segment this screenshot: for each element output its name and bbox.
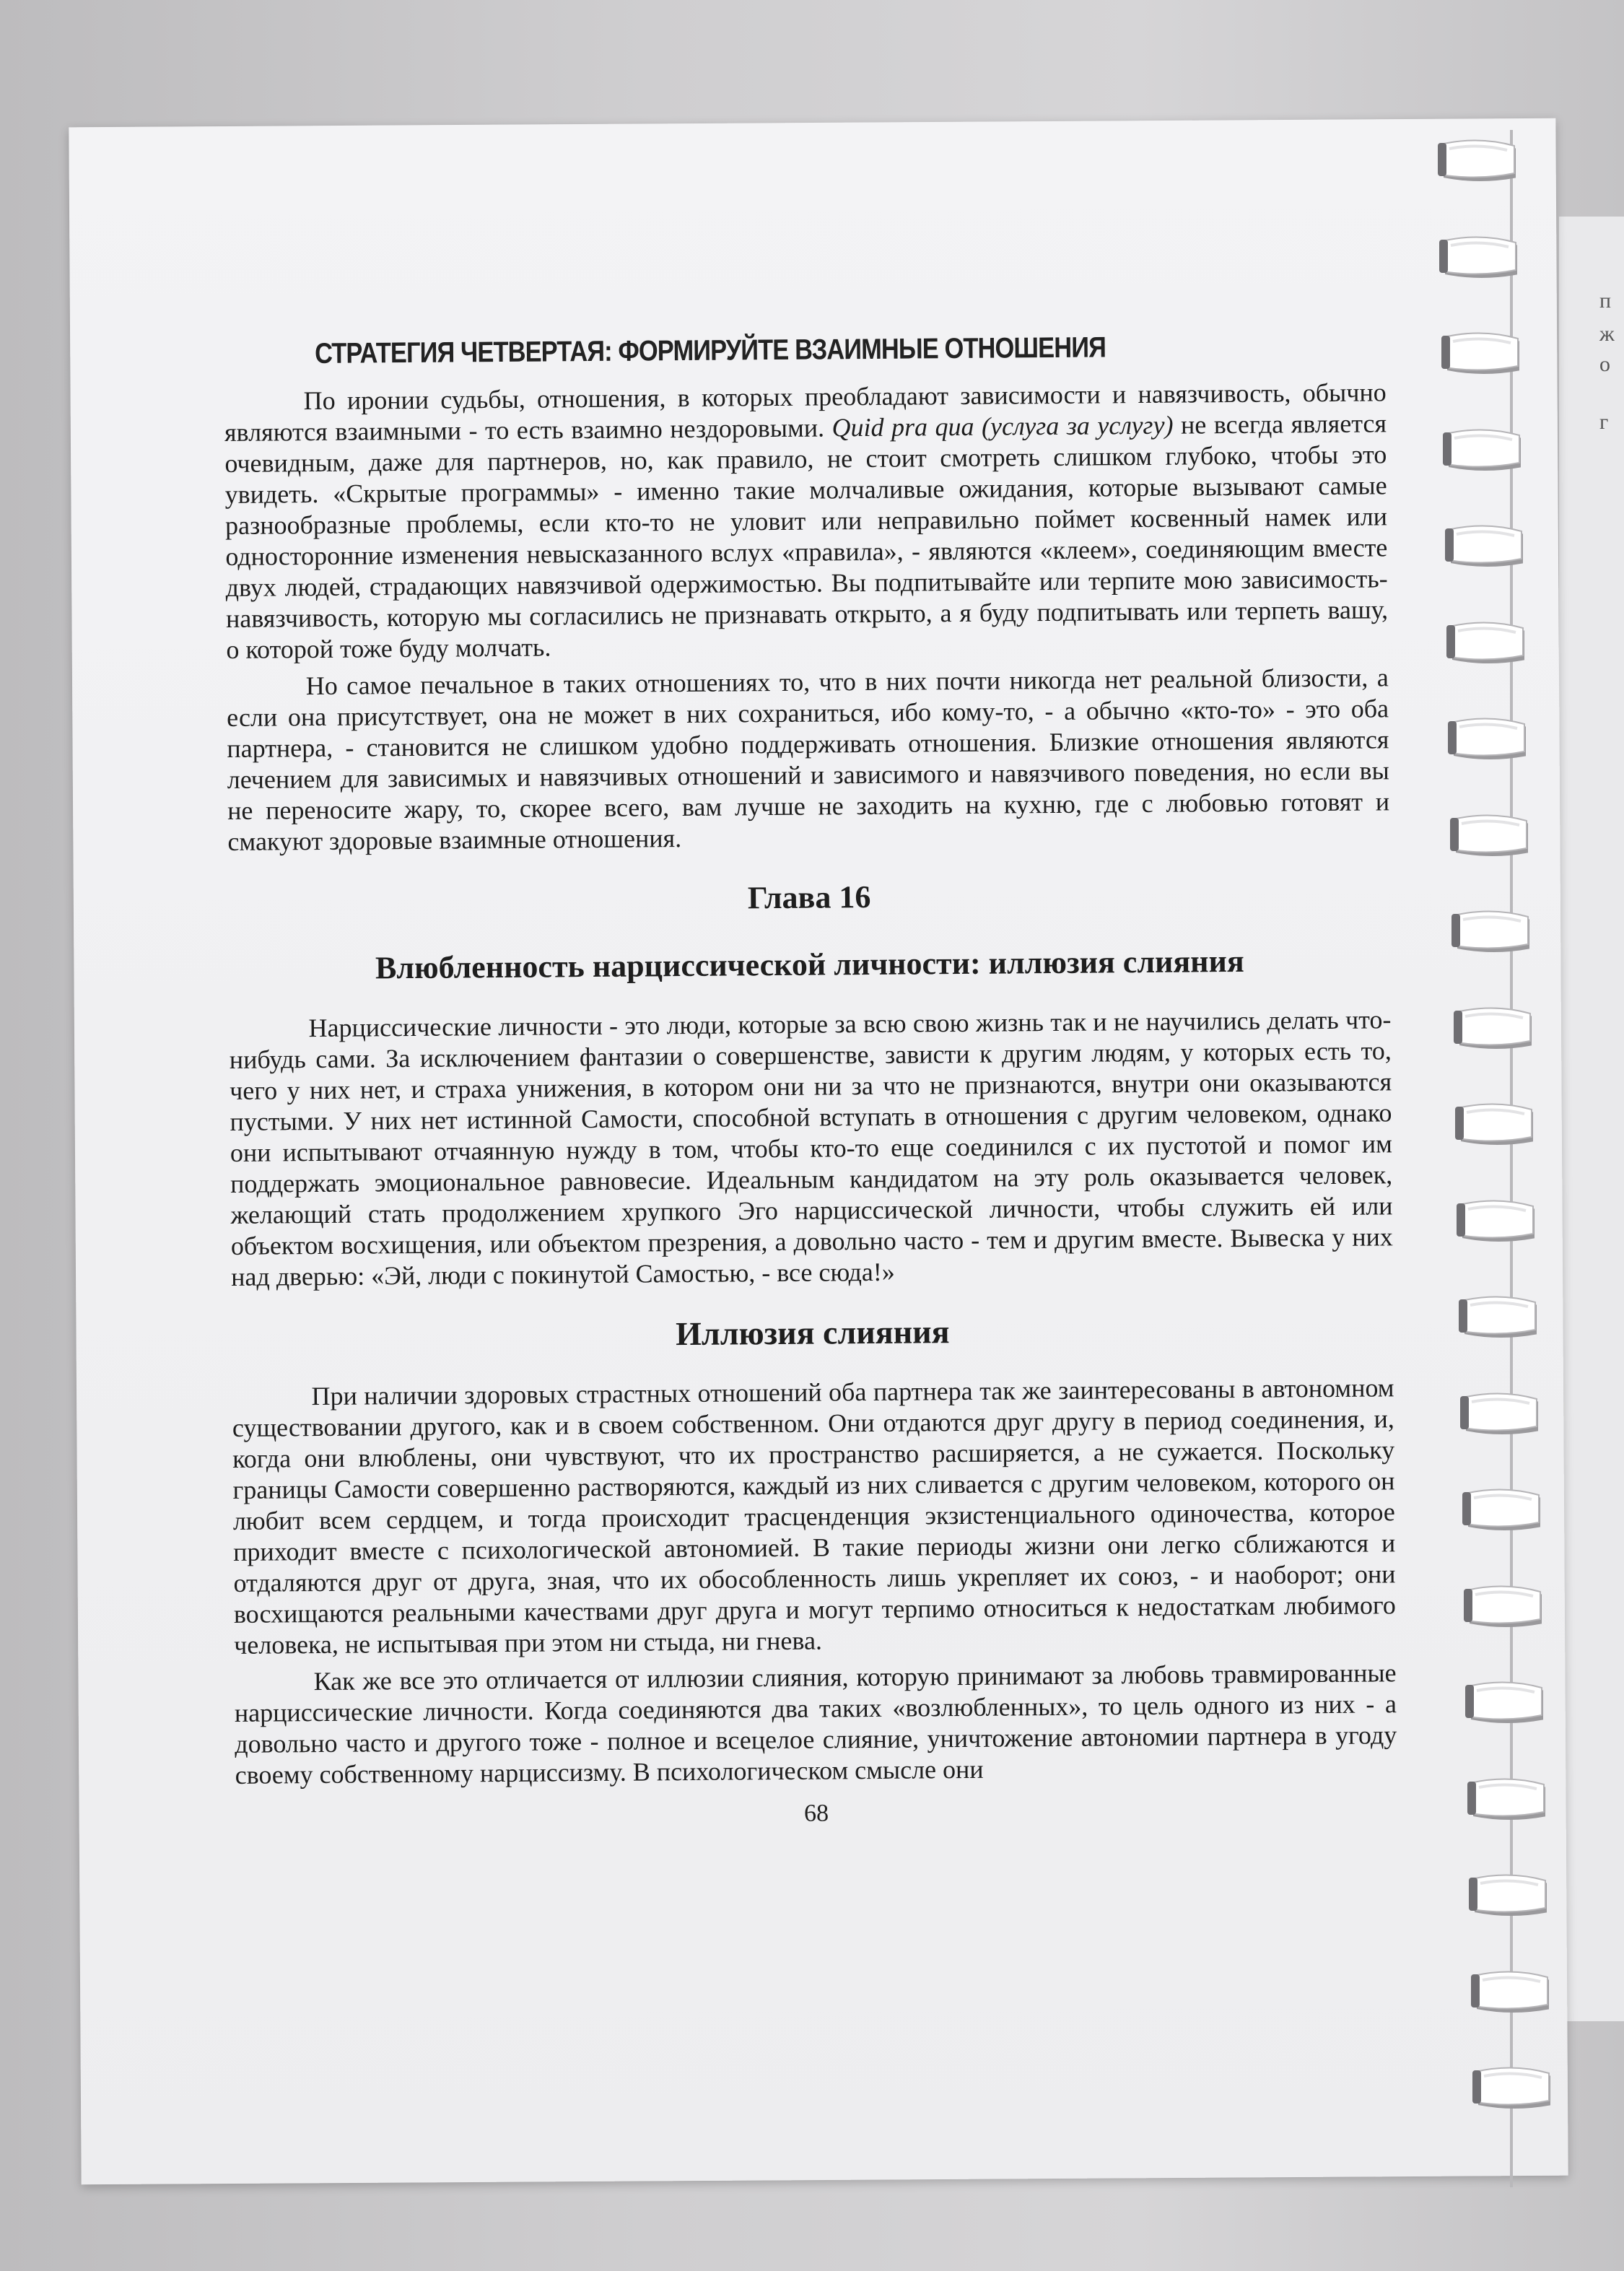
binding-ring — [1440, 330, 1519, 376]
binding-ring — [1467, 1872, 1547, 1918]
binding-ring — [1449, 812, 1528, 858]
binding-ring — [1444, 523, 1523, 569]
binding-ring — [1446, 715, 1526, 762]
strategy-heading: СТРАТЕГИЯ ЧЕТВЕРТАЯ: ФОРМИРУЙТЕ ВЗАИМНЫЕ ОТНОШЕНИЯ — [314, 331, 1106, 370]
section-heading: Иллюзия слияния — [675, 1313, 950, 1353]
binding-ring — [1457, 1294, 1537, 1340]
next-page-fragment: г — [1599, 410, 1609, 434]
binding-ring — [1454, 1101, 1533, 1147]
latin-phrase: Quid pra qua (услуга за услугу) — [831, 410, 1174, 443]
next-page-fragment: п — [1599, 289, 1612, 313]
binding-ring — [1471, 2065, 1550, 2111]
paragraph: Нарциссические личности - это люди, которые за всю свою жизнь так и не научились делать что-нибудь сами. За исключением фантазии о совершенстве, зависти к другим людям, у которых есть то, чего у них нет, и страха унижения, в котором они ни за что не признаются, внутри они оказываются пустыми. У них нет истинной Самости, способной вступать в отношения с другим человеком, однако они испытывают отчаянную нужду в том, чтобы кто-то еще соединился с их пустотой и помог им поддержать эмоциональное равновесие. Идеальным кандидатом на эту роль оказывается человек, желающий стать продолжением хрупкого Эго нарциссической личности, чтобы служить ей или объектом восхищения, или объектом презрения, а довольно часто - тем и другим вместе. Вывеска у них над дверью: «Эй, люди с покинутой Самостью, - все сюда!» — [229, 1005, 1393, 1291]
paragraph: Но самое печальное в таких отношениях то, что в них почти никогда нет реальной близости, а если она присутствует, она не может в них сохраниться, ибо кому-то, - а обычно «кто-то» - это оба партнера, - становится не слишком удобно поддерживать отношения. Близкие отношения являются лечением для зависимых и навязчивых отношений и зависимого и навязчивого поведения, но если вы не переносите жару, то, скорее всего, вам лучше не заходить на кухню, где с любовью готовят и смакуют здоровые взаимные отношения. — [226, 663, 1390, 856]
binding-ring — [1462, 1583, 1542, 1629]
binding-ring — [1464, 1679, 1543, 1725]
paragraph-text: не всегда является очевидным, даже для партнеров, но, как правило, не стоит смотреть слишком глубоко, чтобы это увидеть. «Скрытые программы» - именно такие молчаливые ожидания, которые вызывают самые разнообразные проблемы, если кто-то не уловит или неправильно поймет косвенный намек или односторонние изменения невысказанного вслух «правила», - являются «клеем», соединяющим вместе двух людей, страдающих навязчивой одержимостью. Вы подпитывайте или терпите мою зависимость-навязчивость, которую мы согласились не признавать открыто, а я буду подпитывать или терпеть вашу, о которой тоже буду молчать. — [224, 409, 1389, 664]
binding-ring — [1470, 1969, 1549, 2015]
binding-ring — [1441, 427, 1521, 473]
binding-ring — [1450, 908, 1529, 954]
paragraph: При наличии здоровых страстных отношений оба партнера так же заинтересованы в автономном существовании другого, как и в своем собственном. Они отдаются друг другу в период соединения, и, когда они влюблены, они чувствуют, что их пространство расширяется, а не сужается. Поскольку границы Самости совершенно растворяются, каждый из них сливается с другим человеком, которого он любит всем сердцем, и тогда происходит трасценденция экзистенциального одиночества, которое приходит вместе с психологической автономией. В такие периоды жизни они легко сближаются и отдаляются друг от друга, зная, что их обособленность лишь укрепляет их союз, - и наоборот; они восхищаются реальными качествами друг друга и могут терпимо относиться к недостаткам любимого человека, не испытывая при этом ни стыда, ни гнева. — [232, 1373, 1396, 1660]
binding-ring — [1461, 1486, 1540, 1533]
paragraph: Как же все это отличается от иллюзии слияния, которую принимают за любовь травмированные нарциссические личности. Когда соединяются два таких «возлюбленных», то цель одного из них - а довольно часто и другого тоже - полное и всецелое слияние, уничтожение автономии партнера в угоду своему собственному нарциссизму. В психологическом смысле они — [234, 1658, 1397, 1790]
binding-ring — [1452, 1005, 1532, 1051]
next-page-edge — [1559, 217, 1624, 2021]
page-number: 68 — [803, 1800, 829, 1827]
binding-ring — [1455, 1198, 1534, 1244]
binding-ring — [1466, 1776, 1545, 1822]
paragraph-text: По иронии судьбы, отношения, в которых преобладают зависимости и навязчивость, обычно являются взаимными - то есть взаимно нездоровыми. — [224, 378, 1387, 447]
binding-ring — [1459, 1390, 1538, 1437]
page-content — [224, 330, 1397, 1834]
chapter-title: Влюбленность нарциссической личности: иллюзия слияния — [375, 943, 1244, 986]
binding-ring — [1436, 137, 1516, 183]
chapter-heading: Глава 16 — [747, 879, 871, 916]
next-page-fragment: о — [1599, 352, 1610, 376]
paragraph — [224, 377, 1389, 666]
binding-ring — [1438, 234, 1517, 280]
next-page-fragment: ж — [1599, 322, 1615, 346]
binding-ring — [1445, 619, 1524, 666]
